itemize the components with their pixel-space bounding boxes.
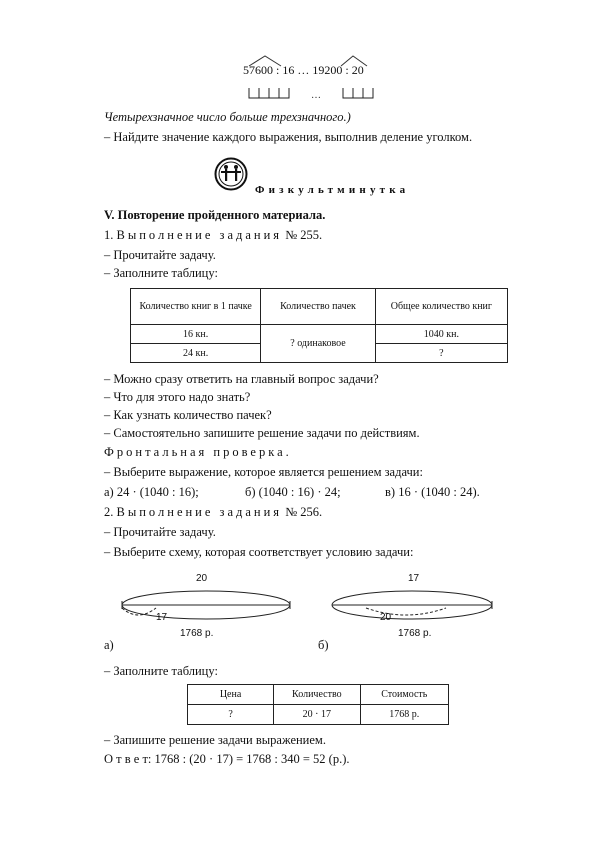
option-c: в) 16 · (1040 : 24). xyxy=(385,485,480,499)
physical-exercise-icon xyxy=(214,157,248,191)
table1-header-packs: Количество пачек xyxy=(261,289,375,325)
scheme-a-inner: 17 xyxy=(156,612,168,623)
table1-header-total: Общее количество книг xyxy=(375,289,507,325)
dots: … xyxy=(297,63,310,77)
table2-header-quantity: Количество xyxy=(274,685,360,705)
question-4: – Самостоятельно запишите решение задачи по действиям. xyxy=(104,426,420,440)
right-divisor: 20 xyxy=(351,63,364,77)
fizminutka-heading: Физкультминутка xyxy=(255,184,410,196)
scheme-a-bottom: 1768 р. xyxy=(180,628,214,639)
table2-cell: 1768 р. xyxy=(360,705,448,725)
scheme-b-inner: 20 xyxy=(380,612,392,623)
table1-cell: 16 кн. xyxy=(131,325,261,344)
table1-cell: ? одинаковое xyxy=(261,325,375,363)
scheme-b-top: 17 xyxy=(408,573,420,584)
choose-expression: – Выберите выражение, которое является решением задачи: xyxy=(104,465,423,479)
table1-cell: 24 кн. xyxy=(131,344,261,363)
top-expression: 57600 : 16 … 19200 : 20 … xyxy=(243,63,403,108)
question-2: – Что для этого надо знать? xyxy=(104,390,251,404)
scheme-b-bottom: 1768 р. xyxy=(398,628,432,639)
section-heading: V. Повторение пройденного материала. xyxy=(104,208,326,222)
books-table xyxy=(130,288,508,363)
scheme-a-label: а) xyxy=(104,638,114,652)
left-number: 57600 xyxy=(243,63,273,77)
question-3: – Как узнать количество пачек? xyxy=(104,408,272,422)
option-a: а) 24 · (1040 : 16); xyxy=(104,485,199,499)
task-256-heading: 2. Выполнение задания № 256. xyxy=(104,505,323,519)
read-task-1: – Прочитайте задачу. xyxy=(104,248,216,262)
fill-table-2: – Заполните таблицу: xyxy=(104,664,218,678)
answer-line: О т в е т: 1768 : (20 · 17) = 1768 : 340 = 52 (р.). xyxy=(104,752,350,766)
table2-header-cost: Стоимость xyxy=(360,685,448,705)
task-255-heading: 1. Выполнение задания № 255. xyxy=(104,228,323,242)
table2-cell: 20 · 17 xyxy=(274,705,360,725)
left-divisor: 16 xyxy=(282,63,295,77)
svg-text:…: … xyxy=(311,90,321,101)
write-expression: – Запишите решение задачи выражением. xyxy=(104,733,326,747)
read-task-2: – Прочитайте задачу. xyxy=(104,525,216,539)
price-table xyxy=(187,684,449,725)
digit-boxes-icon xyxy=(243,86,403,102)
scheme-b-label: б) xyxy=(318,638,329,652)
scheme-a-top: 20 xyxy=(196,573,208,584)
fill-table-1: – Заполните таблицу: xyxy=(104,266,218,280)
question-1: – Можно сразу ответить на главный вопрос задачи? xyxy=(104,372,379,386)
note-line: Четырехзначное число больше трехзначного.) xyxy=(104,110,351,124)
table2-header-price: Цена xyxy=(188,685,274,705)
option-b: б) (1040 : 16) · 24; xyxy=(245,485,341,499)
find-values-line: – Найдите значение каждого выражения, выполнив деление уголком. xyxy=(104,130,473,144)
table2-cell: ? xyxy=(188,705,274,725)
choose-scheme: – Выберите схему, которая соответствует условию задачи: xyxy=(104,545,414,559)
right-number: 19200 xyxy=(312,63,343,77)
table1-cell: ? xyxy=(375,344,507,363)
table1-header-per-pack: Количество книг в 1 пачке xyxy=(131,289,261,325)
table1-cell: 1040 кн. xyxy=(375,325,507,344)
frontal-check: Фронтальная проверка. xyxy=(104,445,292,459)
